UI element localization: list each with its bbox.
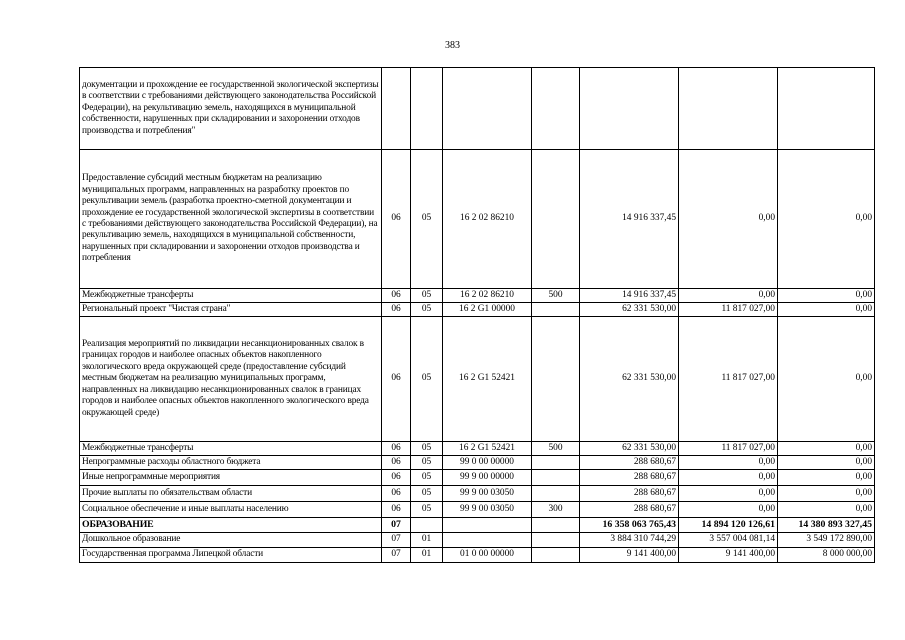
expense-name: Иные непрограммные мероприятия (80, 470, 382, 486)
amount-year-3: 14 380 893 327,45 (778, 518, 875, 533)
table-row (80, 502, 875, 518)
amount-year-1: 62 331 530,00 (580, 442, 679, 456)
target-article-code: 16 2 02 86210 (443, 150, 532, 289)
amount-year-2 (679, 68, 778, 150)
amount-year-1 (580, 68, 679, 150)
subsection-code: 05 (411, 317, 443, 442)
expense-name: Межбюджетные трансферты (80, 289, 382, 303)
table-row (80, 317, 875, 442)
target-article-code: 99 0 00 00000 (443, 456, 532, 470)
expense-type-code (532, 456, 580, 470)
budget-table (79, 67, 875, 563)
amount-year-2: 14 894 120 126,61 (679, 518, 778, 533)
amount-year-1: 62 331 530,00 (580, 303, 679, 317)
amount-year-3: 0,00 (778, 442, 875, 456)
expense-type-code (532, 68, 580, 150)
amount-year-1: 288 680,67 (580, 486, 679, 502)
target-article-code: 99 9 00 03050 (443, 486, 532, 502)
target-article-code (443, 533, 532, 548)
expense-type-code (532, 548, 580, 563)
expense-type-code (532, 470, 580, 486)
table-row (80, 150, 875, 289)
subsection-code: 05 (411, 303, 443, 317)
amount-year-3: 0,00 (778, 150, 875, 289)
amount-year-3: 0,00 (778, 456, 875, 470)
target-article-code (443, 68, 532, 150)
expense-name: Дошкольное образование (80, 533, 382, 548)
expense-name: Межбюджетные трансферты (80, 442, 382, 456)
expense-name: Государственная программа Липецкой области (80, 548, 382, 563)
amount-year-1: 288 680,67 (580, 456, 679, 470)
expense-type-code (532, 486, 580, 502)
table-row (80, 303, 875, 317)
table-row (80, 486, 875, 502)
subsection-code: 05 (411, 486, 443, 502)
amount-year-1: 3 884 310 744,29 (580, 533, 679, 548)
expense-type-code (532, 303, 580, 317)
amount-year-3: 0,00 (778, 289, 875, 303)
section-code: 06 (382, 456, 411, 470)
subsection-code: 05 (411, 456, 443, 470)
subsection-code: 01 (411, 533, 443, 548)
amount-year-3: 0,00 (778, 502, 875, 518)
subsection-code: 01 (411, 548, 443, 563)
subsection-code: 05 (411, 442, 443, 456)
expense-type-code (532, 518, 580, 533)
section-code: 06 (382, 317, 411, 442)
amount-year-3: 0,00 (778, 470, 875, 486)
amount-year-1: 14 916 337,45 (580, 289, 679, 303)
subsection-code: 05 (411, 502, 443, 518)
target-article-code: 16 2 02 86210 (443, 289, 532, 303)
amount-year-3: 0,00 (778, 317, 875, 442)
section-code: 06 (382, 486, 411, 502)
amount-year-3: 8 000 000,00 (778, 548, 875, 563)
subsection-code: 05 (411, 150, 443, 289)
subsection-code: 05 (411, 470, 443, 486)
expense-name: Реализация мероприятий по ликвидации несанкционированных свалок в границах городов и наиболее опасных объектов накопленного экологического вреда окружающей среде (предоставление субсидий местным бюджетам на реализацию муниципальных программ, направленных на ликвидацию несанкционированных свалок в границах городов и наиболее опасных объектов накопленного экологического вреда окружающей среде) (80, 317, 382, 442)
target-article-code: 16 2 G1 52421 (443, 317, 532, 442)
amount-year-2: 11 817 027,00 (679, 303, 778, 317)
target-article-code: 99 9 00 03050 (443, 502, 532, 518)
section-code: 06 (382, 150, 411, 289)
amount-year-2: 9 141 400,00 (679, 548, 778, 563)
page-number: 383 (445, 40, 460, 51)
amount-year-1: 62 331 530,00 (580, 317, 679, 442)
amount-year-1: 14 916 337,45 (580, 150, 679, 289)
amount-year-2: 0,00 (679, 470, 778, 486)
expense-name: Непрограммные расходы областного бюджета (80, 456, 382, 470)
amount-year-2: 0,00 (679, 289, 778, 303)
expense-name: документации и прохождение ее государственной экологической экспертизы в соответствии с требованиями действующего законодательства Российской Федерации), на рекультивацию земель, находящихся в муниципальной собственности, нарушенных при складировании и захоронении отходов производства и потребления" (80, 68, 382, 150)
expense-name: Социальное обеспечение и иные выплаты населению (80, 502, 382, 518)
amount-year-2: 0,00 (679, 502, 778, 518)
amount-year-2: 3 557 004 081,14 (679, 533, 778, 548)
target-article-code: 16 2 G1 00000 (443, 303, 532, 317)
table-row (80, 68, 875, 150)
amount-year-3 (778, 68, 875, 150)
amount-year-2: 11 817 027,00 (679, 317, 778, 442)
subsection-code: 05 (411, 289, 443, 303)
amount-year-2: 0,00 (679, 486, 778, 502)
amount-year-3: 0,00 (778, 303, 875, 317)
table-row (80, 533, 875, 548)
section-code: 06 (382, 289, 411, 303)
table-row (80, 548, 875, 563)
section-code: 06 (382, 303, 411, 317)
expense-type-code (532, 533, 580, 548)
section-code: 07 (382, 548, 411, 563)
section-code: 07 (382, 533, 411, 548)
expense-type-code: 500 (532, 442, 580, 456)
expense-type-code (532, 150, 580, 289)
amount-year-2: 0,00 (679, 150, 778, 289)
expense-name: Региональный проект "Чистая страна" (80, 303, 382, 317)
target-article-code: 01 0 00 00000 (443, 548, 532, 563)
expense-name: ОБРАЗОВАНИЕ (80, 518, 382, 533)
table-row (80, 442, 875, 456)
table-row (80, 289, 875, 303)
table-row (80, 470, 875, 486)
amount-year-2: 11 817 027,00 (679, 442, 778, 456)
expense-name: Прочие выплаты по обязательствам области (80, 486, 382, 502)
section-code: 07 (382, 518, 411, 533)
section-code: 06 (382, 470, 411, 486)
subsection-code (411, 518, 443, 533)
amount-year-1: 9 141 400,00 (580, 548, 679, 563)
section-code: 06 (382, 502, 411, 518)
table-row (80, 456, 875, 470)
section-code (382, 68, 411, 150)
expense-name: Предоставление субсидий местным бюджетам на реализацию муниципальных программ, направленных на разработку проектов по рекультивации земель (разработка проектно-сметной документации и прохождение ее государственной экологической экспертизы в соответствии с требованиями действующего законодательства Российской Федерации), на рекультивацию земель, находящихся в муниципальной собственности, нарушенных при складировании и захоронении отходов производства и потребления (80, 150, 382, 289)
subsection-code (411, 68, 443, 150)
target-article-code: 99 9 00 00000 (443, 470, 532, 486)
section-code: 06 (382, 442, 411, 456)
section-total-row (80, 518, 875, 533)
target-article-code (443, 518, 532, 533)
expense-type-code: 500 (532, 289, 580, 303)
amount-year-3: 3 549 172 890,00 (778, 533, 875, 548)
amount-year-1: 288 680,67 (580, 470, 679, 486)
amount-year-1: 288 680,67 (580, 502, 679, 518)
amount-year-2: 0,00 (679, 456, 778, 470)
amount-year-1: 16 358 063 765,43 (580, 518, 679, 533)
expense-type-code (532, 317, 580, 442)
expense-type-code: 300 (532, 502, 580, 518)
target-article-code: 16 2 G1 52421 (443, 442, 532, 456)
amount-year-3: 0,00 (778, 486, 875, 502)
